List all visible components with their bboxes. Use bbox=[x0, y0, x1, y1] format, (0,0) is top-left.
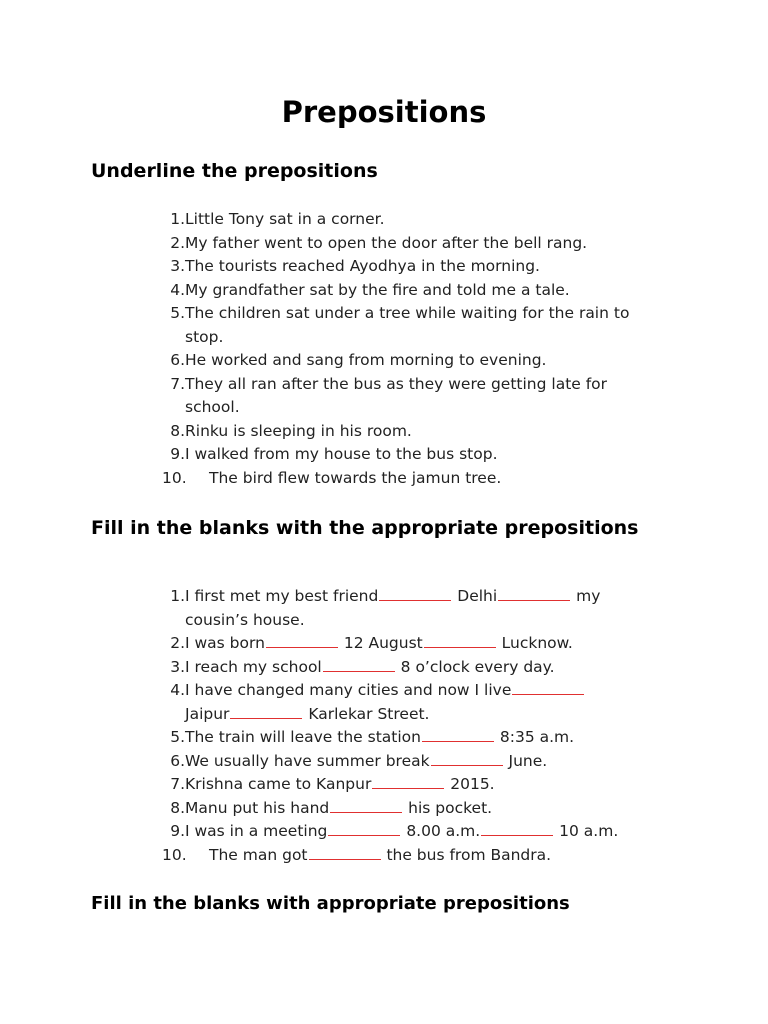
list-item bbox=[160, 797, 680, 821]
sentence: Rinku is sleeping in his room. bbox=[185, 421, 412, 440]
sentence: My father went to open the door after the bell rang. bbox=[185, 233, 588, 252]
item-number: 9. bbox=[170, 445, 185, 463]
list-item bbox=[160, 585, 680, 632]
list-item bbox=[160, 208, 680, 232]
answer-blank[interactable] bbox=[330, 798, 402, 813]
section-heading-fill-blanks-2: Fill in the blanks with appropriate prepositions bbox=[91, 893, 570, 914]
answer-blank[interactable] bbox=[512, 680, 584, 695]
item-number: 3. bbox=[170, 257, 185, 275]
list-item bbox=[160, 467, 680, 491]
list-item bbox=[160, 420, 680, 444]
list-item bbox=[160, 679, 680, 726]
sentence: Krishna came to Kanpur 2015. bbox=[185, 775, 495, 793]
answer-blank[interactable] bbox=[230, 704, 302, 719]
list-item bbox=[160, 773, 680, 797]
answer-blank[interactable] bbox=[309, 845, 381, 860]
item-number: 2. bbox=[170, 233, 185, 252]
item-number: 5. bbox=[170, 728, 185, 746]
item-number: 4. bbox=[170, 681, 185, 699]
answer-blank[interactable] bbox=[481, 821, 553, 836]
sentence: The train will leave the station 8:35 a.m. bbox=[185, 728, 575, 746]
answer-blank[interactable] bbox=[424, 633, 496, 648]
sentence: I first met my best friend Delhi my cousin’s house. bbox=[185, 587, 601, 629]
list-item bbox=[160, 726, 680, 750]
sentence: I was in a meeting 8.00 a.m. 10 a.m. bbox=[185, 822, 619, 840]
sentence: The man got the bus from Bandra. bbox=[209, 845, 552, 864]
list-item bbox=[160, 632, 680, 656]
section-heading-fill-blanks: Fill in the blanks with the appropriate prepositions bbox=[91, 517, 639, 539]
fill-blanks-exercise-list bbox=[160, 585, 680, 867]
item-number: 7. bbox=[170, 374, 185, 393]
item-number: 1. bbox=[170, 587, 185, 605]
list-item bbox=[160, 302, 680, 349]
item-number: 9. bbox=[170, 822, 185, 840]
list-item bbox=[160, 656, 680, 680]
sentence: Manu put his hand his pocket. bbox=[185, 798, 493, 817]
item-number: 5. bbox=[170, 304, 185, 322]
list-item bbox=[160, 820, 680, 844]
list-item bbox=[160, 349, 680, 373]
sentence: The tourists reached Ayodhya in the morning. bbox=[185, 257, 540, 275]
item-number: 4. bbox=[170, 280, 185, 299]
answer-blank[interactable] bbox=[431, 751, 503, 766]
sentence: I was born 12 August Lucknow. bbox=[185, 634, 573, 652]
section-heading-underline: Underline the prepositions bbox=[91, 160, 378, 182]
underline-exercise-list bbox=[160, 208, 680, 490]
sentence: I walked from my house to the bus stop. bbox=[185, 445, 498, 463]
list-item bbox=[160, 279, 680, 303]
answer-blank[interactable] bbox=[266, 633, 338, 648]
answer-blank[interactable] bbox=[328, 821, 400, 836]
item-number: 1. bbox=[170, 210, 185, 228]
item-number: 3. bbox=[170, 657, 185, 676]
sentence: Little Tony sat in a corner. bbox=[185, 210, 385, 228]
item-number: 2. bbox=[170, 634, 185, 652]
list-item bbox=[160, 255, 680, 279]
answer-blank[interactable] bbox=[422, 727, 494, 742]
list-item bbox=[160, 373, 680, 420]
list-item bbox=[160, 443, 680, 467]
item-number: 10. bbox=[162, 845, 187, 864]
answer-blank[interactable] bbox=[323, 657, 395, 672]
item-number: 7. bbox=[170, 775, 185, 793]
list-item bbox=[160, 844, 680, 868]
sentence: The bird flew towards the jamun tree. bbox=[209, 468, 502, 487]
list-item bbox=[160, 750, 680, 774]
sentence: I have changed many cities and now I live Jaipur Karlekar Street. bbox=[185, 679, 625, 726]
item-number: 10. bbox=[162, 468, 187, 487]
list-item bbox=[160, 232, 680, 256]
answer-blank[interactable] bbox=[379, 586, 451, 601]
item-number: 6. bbox=[170, 351, 185, 369]
answer-blank[interactable] bbox=[372, 774, 444, 789]
item-number: 8. bbox=[170, 798, 185, 817]
sentence: The children sat under a tree while waiting for the rain to stop. bbox=[185, 304, 630, 346]
item-number: 6. bbox=[170, 751, 185, 770]
sentence: We usually have summer break June. bbox=[185, 751, 548, 770]
page-title: Prepositions bbox=[281, 95, 487, 129]
sentence: They all ran after the bus as they were getting late for school. bbox=[185, 374, 608, 416]
sentence: I reach my school 8 o’clock every day. bbox=[185, 657, 555, 676]
answer-blank[interactable] bbox=[498, 586, 570, 601]
item-number: 8. bbox=[170, 421, 185, 440]
sentence: He worked and sang from morning to evening. bbox=[185, 351, 547, 369]
sentence: My grandfather sat by the fire and told me a tale. bbox=[185, 280, 570, 299]
